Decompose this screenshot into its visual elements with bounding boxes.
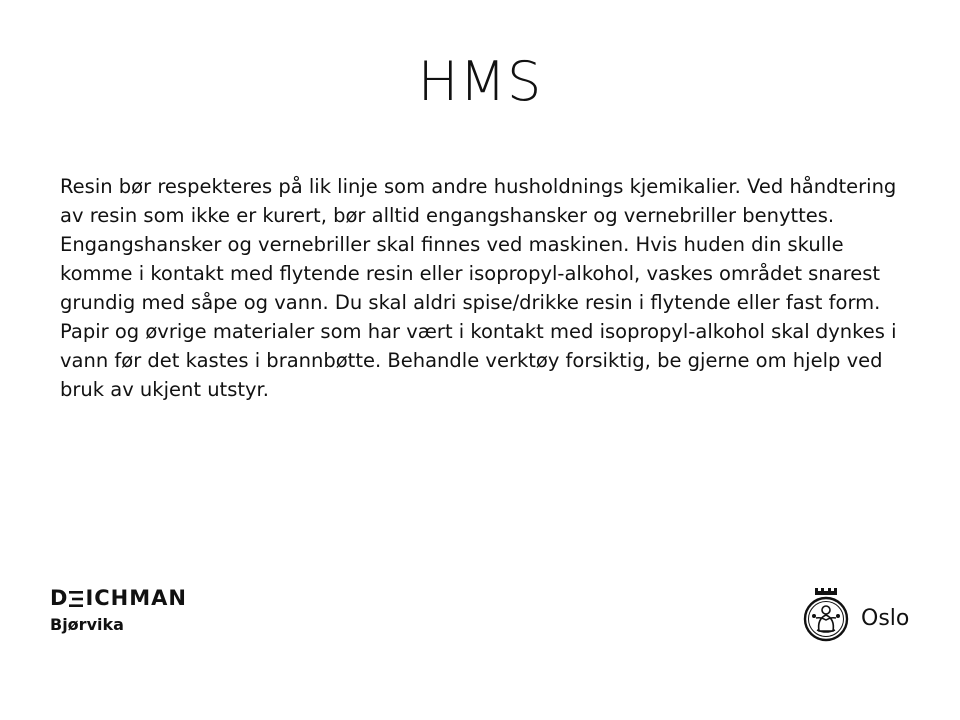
deichman-logo-suffix: ICHMAN (85, 586, 187, 610)
deichman-branch-name: Bjørvika (50, 615, 124, 634)
oslo-branding (802, 586, 909, 642)
deichman-e-mark-icon (69, 591, 83, 607)
deichman-branding (50, 588, 187, 634)
deichman-logo (50, 588, 187, 609)
slide-body-text: Resin bør respekteres på lik linje som andre husholdnings kjemikalier. Ved håndtering av resin som ikke er kurert, bør alltid engangshansker og vernebriller benyttes. Engangshansker og vernebriller skal finnes ved maskinen. Hvis huden din skulle komme i kontakt med flytende resin eller isopropyl-alkohol, vaskes området snarest grundig med såpe og vann. Du skal aldri spise/drikke resin i flytende eller fast form. Papir og øvrige materialer som har vært i kontakt med isopropyl-alkohol skal dynkes i vann før det kastes i brannbøtte. Behandle verktøy forsiktig, be gjerne om hjelp ved bruk av ukjent utstyr. (60, 175, 897, 401)
oslo-label: Oslo (861, 605, 910, 631)
oslo-city-seal-icon (802, 586, 850, 642)
slide-title: HMS (417, 50, 543, 113)
deichman-logo-prefix: D (50, 586, 69, 610)
